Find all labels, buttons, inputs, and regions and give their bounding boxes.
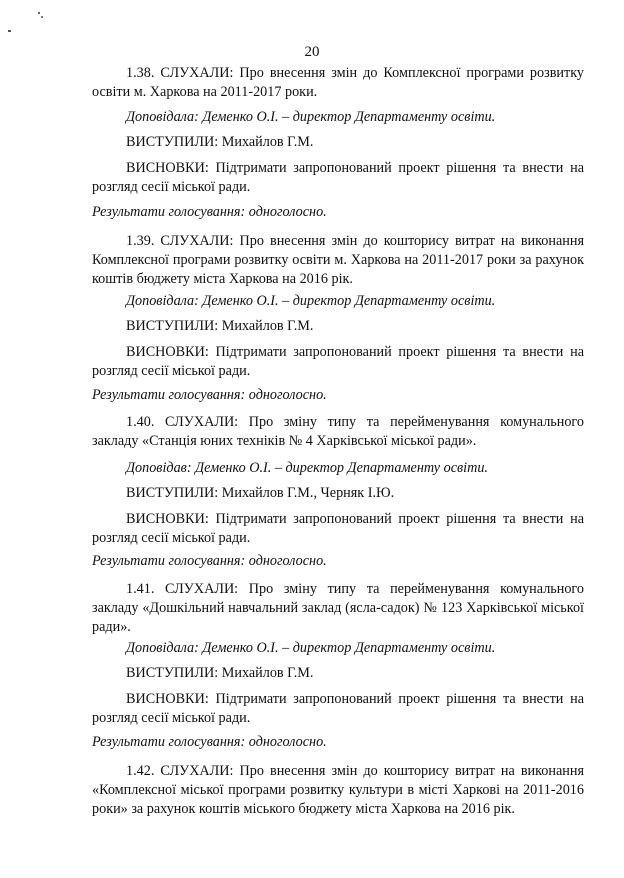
item-conclusions: ВИСНОВКИ: Підтримати запропонований проект рішення та внести на розгляд сесії міської ради. [92,691,584,726]
item-conclusions: ВИСНОВКИ: Підтримати запропонований проект рішення та внести на розгляд сесії міської ради. [92,511,584,546]
item-conclusions: ВИСНОВКИ: Підтримати запропонований проект рішення та внести на розгляд сесії міської ради. [92,344,584,379]
scan-speck [41,16,43,18]
item-spoke: ВИСТУПИЛИ: Михайлов Г.М. [126,665,314,681]
item-speaker: Доповідав: Деменко О.І. – директор Департаменту освіти. [126,460,488,476]
scan-speck [8,30,11,32]
item-vote: Результати голосування: одноголосно. [92,387,327,403]
item-speaker: Доповідала: Деменко О.І. – директор Департаменту освіти. [126,640,496,656]
item-spoke: ВИСТУПИЛИ: Михайлов Г.М., Черняк І.Ю. [126,485,395,501]
item-spoke: ВИСТУПИЛИ: Михайлов Г.М. [126,134,314,150]
item-heard: 1.39. СЛУХАЛИ: Про внесення змін до кошторису витрат на виконання Комплексної програми розвитку освіти м. Харкова на 2011-2017 роки за рахунок коштів бюджету міста Харкова на 2016 рік. [92,233,584,287]
page-number: 20 [304,44,320,60]
item-speaker: Доповідала: Деменко О.І. – директор Департаменту освіти. [126,293,496,309]
item-vote: Результати голосування: одноголосно. [92,734,327,750]
item-vote: Результати голосування: одноголосно. [92,204,327,220]
item-speaker: Доповідала: Деменко О.І. – директор Департаменту освіти. [126,109,496,125]
item-heard: 1.41. СЛУХАЛИ: Про зміну типу та перейменування комунального закладу «Дошкільний навчальний заклад (ясла-садок) № 123 Харківської міської ради». [92,581,584,635]
item-spoke: ВИСТУПИЛИ: Михайлов Г.М. [126,318,314,334]
item-vote: Результати голосування: одноголосно. [92,553,327,569]
item-heard: 1.40. СЛУХАЛИ: Про зміну типу та перейменування комунального закладу «Станція юних техніків № 4 Харківської міської ради». [92,414,584,449]
item-heard: 1.38. СЛУХАЛИ: Про внесення змін до Комплексної програми розвитку освіти м. Харкова на 2011-2017 роки. [92,65,584,100]
item-heard: 1.42. СЛУХАЛИ: Про внесення змін до кошторису витрат на виконання «Комплексної міської програми розвитку культури в місті Харкові на 2011-2016 роки» за рахунок коштів міського бюджету міста Харкова на 2016 рік. [92,763,584,817]
item-conclusions: ВИСНОВКИ: Підтримати запропонований проект рішення та внести на розгляд сесії міської ради. [92,160,584,195]
scan-speck [38,12,40,14]
